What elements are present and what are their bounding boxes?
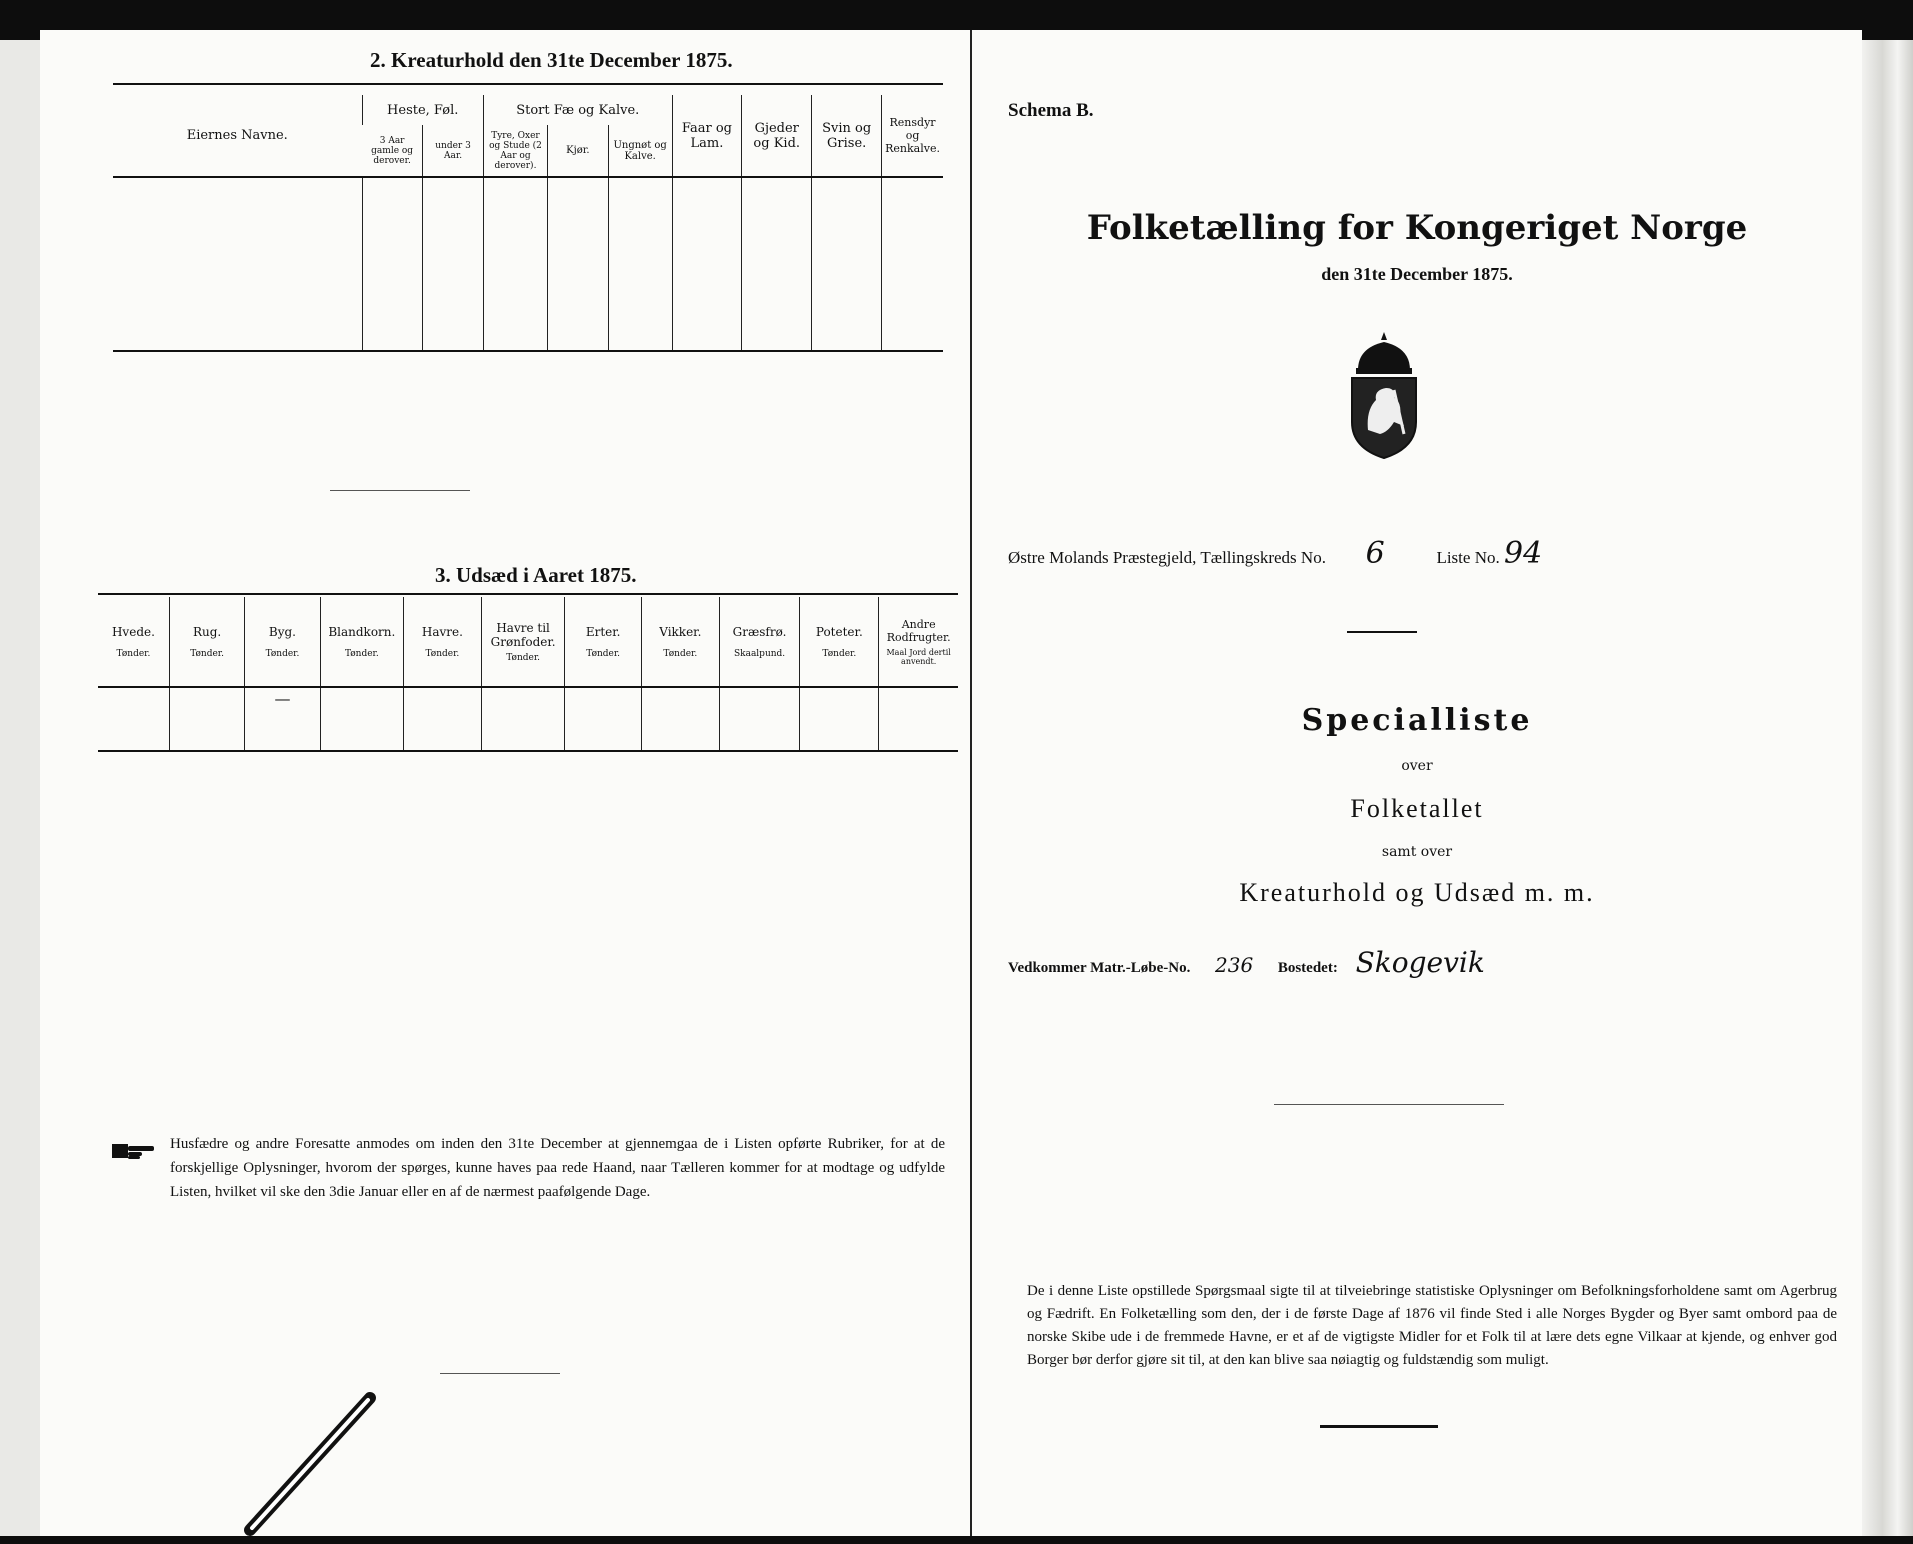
table-cell: [362, 177, 423, 213]
specialliste-title: Specialliste: [1301, 703, 1533, 738]
column-text: Tønder.: [265, 648, 300, 659]
table-cell: [672, 285, 742, 321]
footer-text: De i denne Liste opstillede Spørgsmaal sigte til at tilveiebringe statistiske Oplysninger om Befolkningsforholdene samt om Agerbrug og Fædrift. En Folketælling som den, der i de første Dage af 1876 vil finde Sted i alle Norges Bygder og Byer samt ombord paa de norske Skibe ude i de fremmede Havne, er et af de vigtigste Midler for et Folk til at lære dets egne Vilkaar at kjende, og enhver god Borger bør derfor gjøre sit til, at den kan blive saa nøiagtig og fuldstændig som muligt.: [1027, 1283, 1837, 1368]
table3-top-rule: [98, 593, 958, 595]
table-cell: [483, 177, 547, 213]
table-cell: [423, 213, 484, 249]
bottom-rule: [440, 1373, 560, 1374]
samt-over-text: samt over: [1381, 844, 1453, 860]
column-text: Tønder.: [822, 648, 857, 659]
table3-bottom-rule: [98, 750, 958, 752]
bostedet-label: Bostedet:: [1277, 960, 1338, 976]
table-cell: [481, 687, 565, 752]
table-cell: [742, 177, 812, 213]
mid-rule: [1274, 1104, 1504, 1105]
table-cell: [812, 285, 882, 321]
table-cell: [800, 687, 879, 752]
kreaturhold-text: Kreaturhold og Udsæd m. m.: [1239, 878, 1595, 907]
col-blandkorn: [320, 597, 403, 687]
table-cell: [113, 321, 362, 351]
table-cell: [608, 249, 672, 285]
column-text: Græsfrø.: [732, 624, 787, 639]
col-hvede: [98, 597, 169, 687]
table-cell: [483, 321, 547, 351]
table-cell: [483, 285, 547, 321]
column-text: Tønder.: [116, 648, 151, 659]
table2-top-rule: [113, 83, 943, 85]
cattle-header: Stort Fæ og Kalve.: [483, 95, 672, 125]
col-poteter: [800, 597, 879, 687]
column-text: Poteter.: [815, 624, 863, 639]
column-text: Vikker.: [659, 624, 702, 639]
col-erter: [565, 597, 641, 687]
parish-label: Østre Molands Præstegjeld, Tællingskreds No.: [1008, 548, 1326, 567]
col-havre-gronfoder: [481, 597, 565, 687]
table-cell: [169, 687, 244, 752]
pigs-header: Svin og Grise.: [812, 95, 882, 177]
footer-rule: [1320, 1425, 1438, 1428]
sheep-header: Faar og Lam.: [672, 95, 742, 177]
table-cell: [362, 321, 423, 351]
table-cell: [672, 213, 742, 249]
col-byg: [245, 597, 320, 687]
cattle-bulls: Tyre, Oxer og Stude (2 Aar og derover).: [483, 125, 547, 177]
census-date: den 31te December 1875.: [1321, 264, 1513, 284]
table-cell: [742, 285, 812, 321]
table-cell: [483, 249, 547, 285]
parish-line: [1008, 536, 1554, 571]
col-graesfro: [719, 597, 800, 687]
cattle-young: Ungnøt og Kalve.: [608, 125, 672, 177]
district-number: 6: [1365, 536, 1385, 571]
page-stack-right: [1862, 40, 1913, 1536]
table-cell: [423, 177, 484, 213]
column-text: Tønder.: [190, 648, 224, 659]
table-cell: [882, 249, 943, 285]
horses-over3: 3 Aar gamle og derover.: [371, 135, 414, 166]
table-cell: [742, 213, 812, 249]
pointing-hand-icon: [110, 1140, 158, 1166]
table-cell: [882, 213, 943, 249]
column-text: Havre.: [421, 624, 463, 639]
column-text: Byg.: [268, 624, 296, 639]
table-cell: [548, 321, 609, 351]
table-cell: [879, 687, 958, 752]
table-cell: [362, 285, 423, 321]
bostedet-value: Skogevik: [1355, 946, 1485, 979]
table-cell: [672, 321, 742, 351]
column-text: Blandkorn.: [328, 624, 396, 639]
cattle-cows: Kjør.: [548, 125, 609, 177]
table-cell: [423, 285, 484, 321]
reindeer-header: Rensdyr og Renkalve.: [882, 95, 943, 177]
notice-text: Husfædre og andre Foresatte anmodes om inden den 31te December at gjennemgaa de i Listen opførte Rubriker, for at de forskjellige Oplysninger, hvorom der spørges, kunne haves paa rede Haand, naar Tælleren kommer for at modtage og udfylde Listen, hvilket vil ske den 3die Januar eller en af de nærmest paafølgende Dage.: [170, 1136, 945, 1200]
table-cell: [812, 249, 882, 285]
table-cell: [882, 285, 943, 321]
table-cell: [641, 687, 719, 752]
column-text: Skaalpund.: [733, 648, 786, 659]
livestock-table: [113, 95, 943, 352]
col-rug: [169, 597, 244, 687]
table-cell: [742, 321, 812, 351]
table-cell: [608, 321, 672, 351]
table-cell: [608, 177, 672, 213]
table-cell: [812, 177, 882, 213]
column-text: Rug.: [192, 624, 222, 639]
horses-under3: under 3 Aar.: [423, 125, 484, 177]
table-cell: [812, 213, 882, 249]
owners-header: Eiernes Navne.: [186, 128, 288, 143]
table-cell: [882, 321, 943, 351]
pen-icon: [210, 1390, 390, 1544]
table-cell: [608, 213, 672, 249]
matr-label: Vedkommer Matr.-Løbe-No.: [1008, 960, 1191, 976]
table-cell: [113, 213, 362, 249]
column-text: Tønder.: [506, 652, 541, 663]
list-number: 94: [1503, 536, 1543, 571]
horses-header: Heste, Føl.: [362, 95, 483, 125]
matr-number: 236: [1215, 953, 1254, 977]
column-text: Erter.: [585, 624, 621, 639]
table-cell: [548, 177, 609, 213]
page-stack-left: [0, 40, 40, 1536]
table-cell: [812, 321, 882, 351]
separator-rule: [330, 490, 470, 491]
census-title: Folketælling for Kongeriget Norge: [1086, 208, 1748, 248]
seed-table: [98, 597, 958, 752]
column-text: Havre til Grønfoder.: [490, 620, 556, 649]
table-cell: [548, 249, 609, 285]
column-text: Andre Rodfrugter.: [886, 617, 951, 644]
table-cell: [672, 177, 742, 213]
table-cell: [742, 249, 812, 285]
table-cell: [565, 687, 641, 752]
left-page: [40, 30, 972, 1536]
col-andre-rodfrugter: [879, 597, 958, 687]
table-cell: [320, 687, 403, 752]
table-cell: [672, 249, 742, 285]
table-cell: [113, 177, 362, 213]
table-cell: [113, 285, 362, 321]
column-text: Tønder.: [425, 648, 460, 659]
short-rule: [1347, 631, 1417, 633]
col-havre: [404, 597, 482, 687]
column-text: Tønder.: [586, 648, 621, 659]
table-cell: [423, 249, 484, 285]
folketallet-text: Folketallet: [1350, 794, 1484, 823]
table-cell: [882, 177, 943, 213]
coat-of-arms-icon: [1344, 330, 1424, 464]
right-page: [972, 30, 1862, 1536]
table-cell: [113, 249, 362, 285]
table-cell: [548, 285, 609, 321]
table-cell: [362, 213, 423, 249]
list-label: Liste No.: [1436, 548, 1500, 567]
column-text: Hvede.: [111, 624, 155, 639]
table-cell: [98, 687, 169, 752]
section3-title: 3. Udsæd i Aaret 1875.: [435, 563, 637, 587]
column-text: Tønder.: [344, 648, 379, 659]
table-cell: [483, 213, 547, 249]
table-cell: [362, 249, 423, 285]
schema-label: Schema B.: [1008, 100, 1094, 121]
table-cell: [423, 321, 484, 351]
table-cell: [608, 285, 672, 321]
col-vikker: [641, 597, 719, 687]
goats-header: Gjeder og Kid.: [742, 95, 812, 177]
matr-line: [1008, 946, 1838, 979]
entry-byg: —: [245, 687, 320, 752]
column-text: Tønder.: [663, 648, 698, 659]
table-cell: [548, 213, 609, 249]
over-text: over: [1401, 758, 1433, 774]
section2-title: 2. Kreaturhold den 31te December 1875.: [370, 48, 733, 72]
table-cell: [719, 687, 800, 752]
table-cell: [404, 687, 482, 752]
column-text: Maal Jord dertil anvendt.: [886, 647, 951, 666]
